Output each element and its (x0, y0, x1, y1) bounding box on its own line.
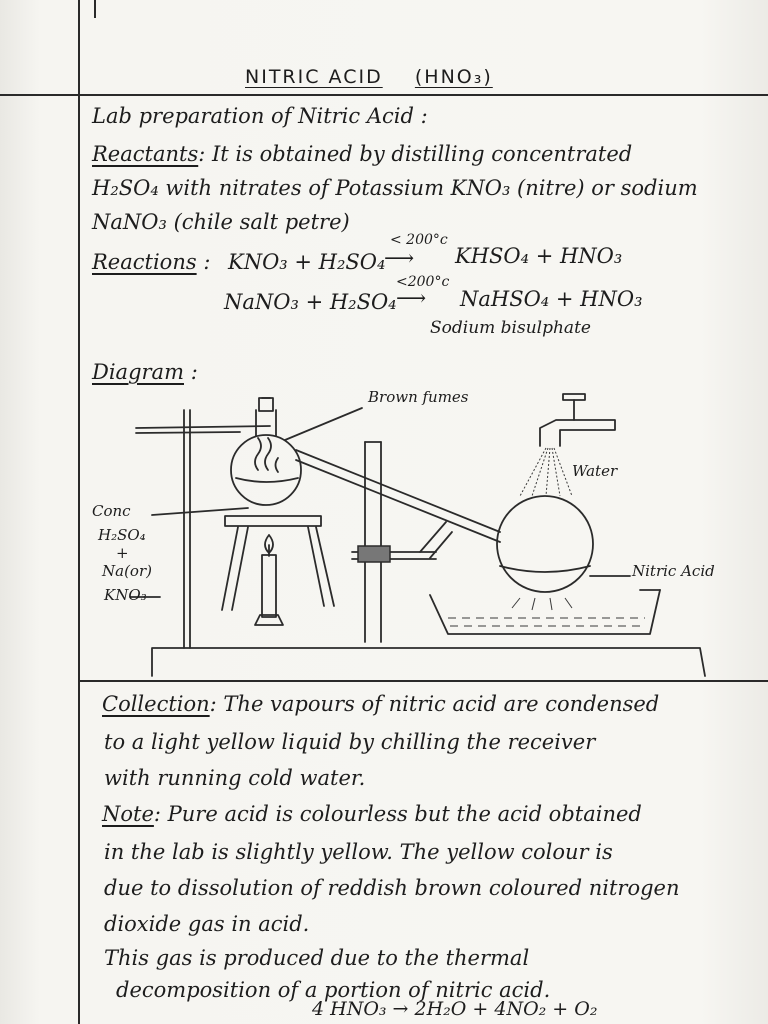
label-kno3: KNO₃ (104, 586, 147, 604)
bench-base (152, 648, 705, 676)
reaction-2-right: NaHSO₄ + HNO₃ (460, 287, 643, 311)
reactants-label: Reactants (92, 142, 199, 166)
tripod-top (225, 516, 321, 526)
label-brown-fumes: Brown fumes (368, 388, 469, 406)
reactants-line-3: NaNO₃ (chile salt petre) (92, 210, 350, 234)
note-text-1: : Pure acid is colourless but the acid obtained (153, 802, 642, 826)
clamp-block (358, 546, 390, 562)
reaction-1-condition: < 200°c (390, 232, 448, 248)
reactions-label: Reactions (92, 250, 197, 274)
label-h2so4: H₂SO₄ (98, 526, 146, 544)
burner (262, 555, 276, 617)
label-water: Water (572, 462, 618, 480)
reaction-2-note: Sodium bisulphate (430, 318, 591, 338)
label-conc: Conc (92, 502, 131, 520)
collection-line-3: with running cold water. (104, 766, 366, 790)
reaction-1-left: KNO₃ + H₂SO₄ (228, 250, 386, 274)
note-line-1 (102, 802, 642, 826)
diagram-colon: : (190, 360, 198, 384)
section-heading: Lab preparation of Nitric Acid : (92, 104, 428, 128)
conc-pointer (152, 508, 248, 515)
title-formula: (HNO₃) (414, 66, 493, 88)
delivery-tube (296, 450, 500, 532)
decomposition-equation: 4 HNO₃ → 2H₂O + 4NO₂ + O₂ (312, 998, 598, 1020)
note-label: Note (102, 802, 154, 826)
collection-line-1 (102, 692, 659, 716)
note-line-3: due to dissolution of reddish brown coloured nitrogen (104, 876, 680, 900)
reaction-1-right: KHSO₄ + HNO₃ (455, 244, 623, 268)
retort-flask (231, 435, 301, 505)
diagram-label: Diagram (92, 360, 184, 384)
collection-text-1: : The vapours of nitric acid are condensed (209, 692, 660, 716)
label-nitric-acid: Nitric Acid (632, 562, 715, 580)
reactants-line-2: H₂SO₄ with nitrates of Potassium KNO₃ (nitre) or sodium (92, 176, 698, 200)
note-line-6: decomposition of a portion of nitric acid. (116, 978, 551, 1002)
label-plus: + (116, 544, 129, 562)
water-trough (430, 590, 660, 634)
clamp-arm-left (136, 426, 270, 428)
fumes-pointer (285, 408, 362, 440)
section-rule (78, 680, 768, 682)
title-main: NITRIC ACID (245, 66, 383, 88)
note-line-2: in the lab is slightly yellow. The yellow colour is (104, 840, 613, 864)
reaction-2-arrow: ⟶ (396, 286, 427, 310)
label-na-or: Na(or) (102, 562, 152, 580)
reactions-colon: : (203, 250, 211, 274)
collection-label: Collection (102, 692, 210, 716)
water-tap (540, 420, 615, 446)
note-line-4: dioxide gas in acid. (104, 912, 310, 936)
note-line-5: This gas is produced due to the thermal (104, 946, 530, 970)
collection-line-2: to a light yellow liquid by chilling the receiver (104, 730, 596, 754)
reaction-1-arrow: ⟶ (384, 246, 415, 270)
reaction-2-left: NaNO₃ + H₂SO₄ (224, 290, 397, 314)
reaction-2-condition: <200°c (396, 274, 450, 290)
reactants-text-1: : It is obtained by distilling concentrated (198, 142, 633, 166)
receiver-flask (497, 496, 593, 592)
